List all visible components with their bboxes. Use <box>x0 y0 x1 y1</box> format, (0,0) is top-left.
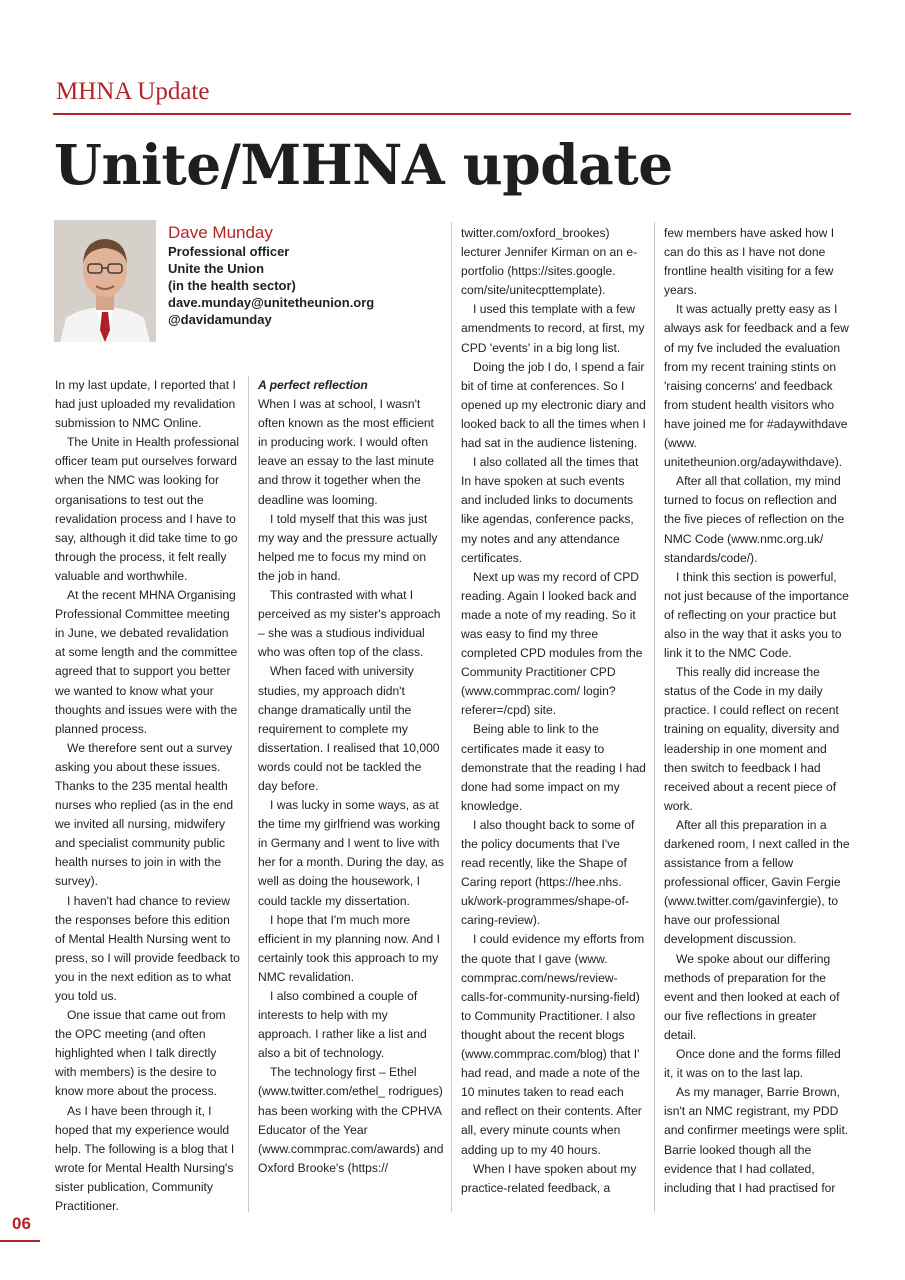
text-column-1 <box>55 376 241 1216</box>
paragraph: In my last update, I reported that I had just uploaded my revalidation submission to NMC Online. <box>55 378 236 431</box>
author-twitter[interactable]: @davidamunday <box>168 312 272 327</box>
paragraph: Being able to link to the certificates made it easy to demonstrate that the reading I had done had some impact on my knowledge. <box>461 722 646 813</box>
text-column-4 <box>664 224 850 1198</box>
paragraph: I also collated all the times that In have spoken at such events and included links to documents like agendas, conference packs, my notes and any attendance certificates. <box>461 455 639 565</box>
paragraph: I used this template with a few amendments to record, at first, my CPD 'events' in a big long list. <box>461 302 645 355</box>
author-org: Unite the Union <box>168 261 265 276</box>
paragraph: After all this preparation in a darkened room, I next called in the assistance from a fellow professional officer, Gavin Fergie (www.twitter.com/gavinfergie), to have our professional development discussion. <box>664 817 850 947</box>
paragraph: When I have spoken about my practice-related feedback, a <box>461 1161 637 1195</box>
author-email[interactable]: dave.munday@unitetheunion.org <box>168 295 375 310</box>
paragraph: I was lucky in some ways, as at the time my girlfriend was working in Germany and I went to live with her for a month. During the day, as well as doing the housework, I could tackle my dissertation. <box>258 798 444 908</box>
paragraph: twitter.com/oxford_brookes) lecturer Jennifer Kirman on an e-portfolio (https://sites.google. com/site/unitecpttemplate). <box>461 226 638 298</box>
paragraph: Doing the job I do, I spend a fair bit of time at conferences. So I opened up my electronic diary and looked back to all the times when I had sat in the audience listening. <box>461 359 646 451</box>
paragraph: I told myself that this was just my way and the pressure actually helped me to focus my mind on the job in hand. <box>258 511 438 583</box>
paragraph: After all that collation, my mind turned to focus on reflection and the five pieces of reflection on the NMC Code (www.nmc.org.uk/ standards/code/). <box>664 474 845 565</box>
paragraph: This really did increase the status of the Code in my daily practice. I could reflect on recent training on equality, diversity and leadership in one moment and then switch to feedback I had received about a recent piece of work. <box>664 665 840 813</box>
paragraph: When I was at school, I wasn't often known as the most efficient in producing work. I would often leave an essay to the last minute and throw it together when the deadline was looming. <box>258 397 435 507</box>
paragraph: I hope that I'm much more efficient in my planning now. And I certainly took this approach to my NMC revalidation. <box>258 912 440 984</box>
paragraph: This contrasted with what I perceived as my sister's approach – she was a studious individual who was often top of the class. <box>258 588 441 660</box>
paragraph: We spoke about our differing methods of preparation for the event and then looked at each of our five reflections in greater detail. <box>664 951 840 1042</box>
paragraph: At the recent MHNA Organising Professional Committee meeting in June, we debated revalidation at some length and the committee agreed that to support you better we wanted to know what your thoughts and issues were with the planned process. <box>55 588 238 736</box>
page-number-rule <box>0 1240 40 1242</box>
column-divider <box>248 376 249 1212</box>
subheading: A perfect reflection <box>258 378 368 392</box>
paragraph: It was actually pretty easy as I always ask for feedback and a few of my fve included the evaluation from my recent training stints on 'raising concerns' and feedback from student health visitors who have joined me for #adaywithdave (www. unitetheunion.org/adaywithdave). <box>664 302 849 470</box>
paragraph: I haven't had chance to review the responses before this edition of Mental Health Nursing went to press, so I will provide feedback to you in the next edition as to what you told us. <box>55 893 240 1003</box>
author-photo <box>54 220 156 342</box>
text-column-2 <box>258 376 444 1178</box>
page-number: 06 <box>12 1214 31 1233</box>
author-name: Dave Munday <box>168 223 273 242</box>
paragraph: I also combined a couple of interests to help with my approach. I rather like a list and also a bit of technology. <box>258 989 427 1061</box>
paragraph: As I have been through it, I hoped that my experience would help. The following is a blog that I wrote for Mental Health Nursing's sister publication, Community Practitioner. <box>55 1103 235 1214</box>
paragraph: The technology first – Ethel (www.twitter.com/ethel_ rodrigues) has been working with the CPHVA Educator of the Year (www.commprac.com/awards) and Oxford Brooke's (https:// <box>258 1065 444 1175</box>
paragraph: Once done and the forms filled it, it was on to the last lap. <box>664 1047 841 1081</box>
paragraph: few members have asked how I can do this as I have not done frontline health visiting for a few years. <box>664 226 835 298</box>
header-rule <box>53 113 851 115</box>
author-role: Professional officer <box>168 244 290 259</box>
paragraph: The Unite in Health professional officer team put ourselves forward when the NMC was looking for organisations to test out the revalidation process and I have to say, although it did take time to go through the process, it felt really valuable and worthwhile. <box>55 435 240 583</box>
section-label: MHNA Update <box>56 78 210 105</box>
article-title: Unite/MHNA update <box>54 132 673 197</box>
paragraph: As my manager, Barrie Brown, isn't an NMC registrant, my PDD and confirmer meetings were split. Barrie looked though all the evidence that I had collated, including that I had practised for <box>664 1085 849 1195</box>
column-divider <box>654 222 655 1212</box>
paragraph: I could evidence my efforts from the quote that I gave (www. commprac.com/news/review- calls-for-community-nursing-field) to Community Practitioner. I also thought about the recent blogs (www.commprac.com/blog) that I' had read, and made a note of the 10 minutes taken to read each and reflect on their contents. After all, every minute counts when adding up to my 40 hours. <box>461 932 645 1157</box>
author-byline <box>168 222 428 328</box>
paragraph: I think this section is powerful, not just because of the importance of reflecting on your practice but also in the way that it asks you to link it to the NMC Code. <box>664 569 849 661</box>
column-divider <box>451 222 452 1212</box>
author-sector: (in the health sector) <box>168 278 296 293</box>
paragraph: We therefore sent out a survey asking you about these issues. Thanks to the 235 mental health nurses who replied (as in the end we invited all nursing, midwifery and specialist community public health nurses to join in with the survey). <box>55 740 234 889</box>
paragraph: I also thought back to some of the policy documents that I've read recently, like the Shape of Caring report (https://hee.nhs. uk/work-programmes/shape-of- caring-review). <box>461 817 635 928</box>
paragraph: When faced with university studies, my approach didn't change dramatically until the requirement to complete my dissertation. I realised that 10,000 words could not be tackled the day before. <box>258 664 440 793</box>
paragraph: One issue that came out from the OPC meeting (and often highlighted when I talk directly with members) is the desire to know more about the process. <box>55 1008 226 1099</box>
text-column-3 <box>461 224 647 1198</box>
paragraph: Next up was my record of CPD reading. Again I looked back and made a note of my reading. So it was easy to find my three completed CPD modules from the Community Practitioner CPD (www.commprac.com/ login?referer=/cpd) site. <box>461 569 643 718</box>
